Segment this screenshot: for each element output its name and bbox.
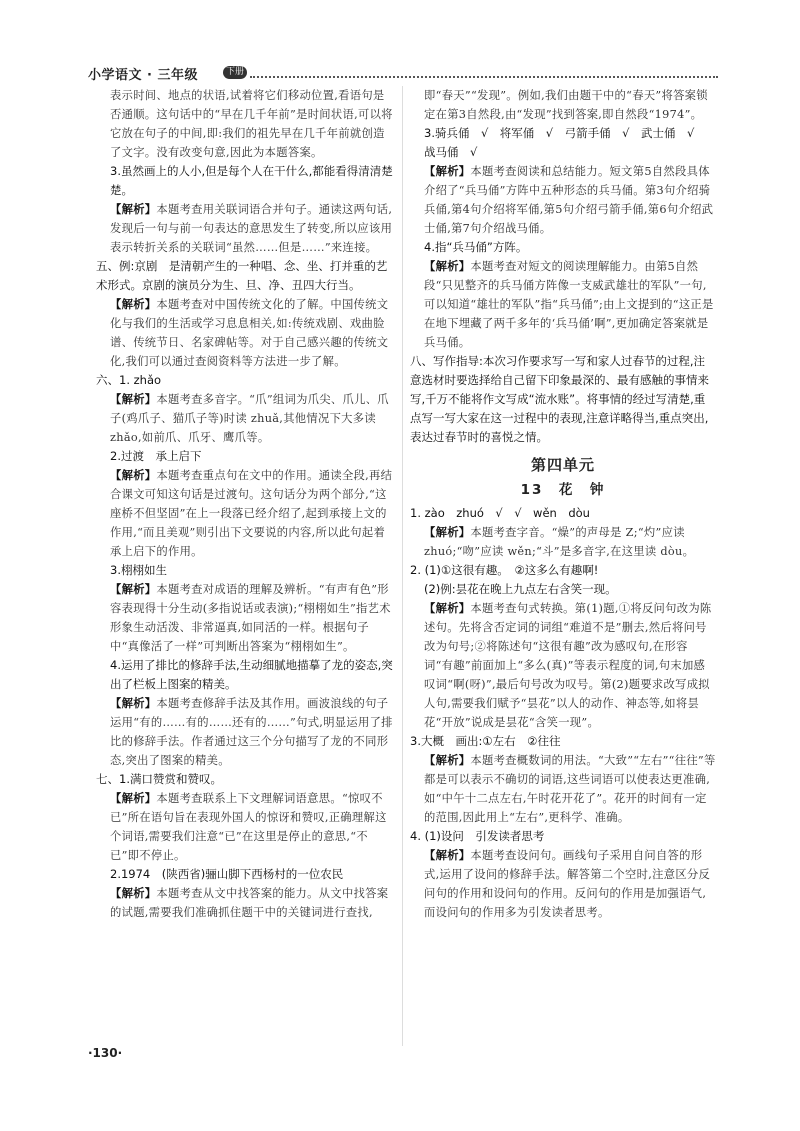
unit-heading — [410, 456, 716, 475]
page-header — [88, 64, 718, 84]
paragraph-text: 第四单元 — [530, 456, 595, 474]
paragraph-text: 七、1.满口赞赏和赞叹。 — [96, 772, 222, 786]
column-divider — [402, 86, 403, 1046]
analysis-label: 【解析】 — [424, 602, 471, 615]
answer-paragraph — [96, 162, 396, 200]
analysis-paragraph — [96, 789, 396, 865]
paragraph-text: 本题考查多音字。“爪”组词为爪尖、爪儿、爪子(鸡爪子、猫爪子等)时读 zhuǎ,其他情况下大多读 zhǎo,如前爪、爪牙、鹰爪等。 — [110, 393, 389, 444]
analysis-label: 【解析】 — [110, 887, 157, 900]
paragraph-text: 1. zào zhuó √ √ wěn dòu — [410, 506, 590, 520]
analysis-label: 【解析】 — [424, 165, 471, 178]
analysis-paragraph — [410, 257, 716, 352]
analysis-label: 【解析】 — [424, 754, 471, 767]
paragraph-text: 本题考查设问句。画线句子采用自问自答的形式,运用了设问的修辞手法。解答第二个空时,注意区分反问句的作用和设问句的作用。反问句的作用是加强语气,而设问句的作用多为引发读者思考。 — [424, 849, 711, 919]
paragraph-text: 3.栩栩如生 — [110, 563, 167, 577]
analysis-label: 【解析】 — [424, 526, 471, 539]
analysis-label: 【解析】 — [424, 260, 471, 273]
paragraph-text: 六、1. zhǎo — [96, 373, 162, 387]
paragraph-text: 本题考查修辞手法及其作用。画波浪线的句子运用“有的……有的……还有的……”句式,明显运用了排比的修辞手法。作者通过这三个分句描写了龙的不同形态,突出了图案的精美。 — [110, 697, 393, 767]
answer-paragraph — [410, 827, 716, 846]
analysis-paragraph — [410, 751, 716, 827]
answer-paragraph — [410, 504, 716, 523]
left-column — [96, 86, 396, 922]
analysis-paragraph — [96, 200, 396, 257]
answer-paragraph — [96, 447, 396, 466]
paragraph-text: 本题考查句式转换。第(1)题,①将反问句改为陈述句。先将含否定词的词组“难道不是”删去,然后将问号改为句号;②将陈述句“这很有趣”改为感叹句,在形容词“有趣”前面加上“多么(真)”等表示程度的词,句末加感叹词“啊(呀)”,最后句号改为叹号。第(2)题要求改写成拟人句,需要我们赋予“昙花”以人的动作、神态等,如将昙花“开放”说成是昙花“含笑一现”。 — [424, 602, 712, 729]
analysis-label: 【解析】 — [110, 393, 157, 406]
paragraph-text: 2.1974 (陕西省)骊山脚下西杨村的一位农民 — [110, 867, 344, 881]
analysis-label: 【解析】 — [110, 792, 157, 805]
paragraph-text: 本题考查字音。“燥”的声母是 Z;“灼”应读 zhuó;“吻”应读 wěn;“斗”是多音字,在这里读 dòu。 — [424, 526, 695, 558]
answer-paragraph — [410, 561, 716, 580]
analysis-paragraph — [96, 580, 396, 656]
answer-paragraph — [96, 656, 396, 694]
page-number: ·130· — [88, 1046, 123, 1060]
analysis-paragraph — [410, 162, 716, 238]
paragraph-text: 本题考查阅读和总结能力。短文第5自然段具体介绍了“兵马俑”方阵中五种形态的兵马俑。第3句介绍骑兵俑,第4句介绍将军俑,第5句介绍弓箭手俑,第6句介绍武士俑,第7句介绍战马俑。 — [424, 165, 714, 235]
paragraph-text: 即“春天”“发现”。例如,我们由题干中的“春天”将答案锁定在第3自然段,由“发现”找到答案,即自然段“1974”。 — [424, 89, 708, 121]
analysis-paragraph — [96, 390, 396, 447]
analysis-label: 【解析】 — [110, 203, 157, 216]
right-column — [410, 86, 716, 922]
paragraph-text: 本题考查对中国传统文化的了解。中国传统文化与我们的生活或学习息息相关,如:传统戏剧、戏曲脸谱、传统节日、名家碑帖等。对于自己感兴趣的传统文化,我们可以通过查阅资料等方法进一步了解。 — [110, 298, 389, 368]
header-dotted-rule — [250, 76, 718, 78]
answer-paragraph — [96, 371, 396, 390]
paragraph-text: 3.骑兵俑 √ 将军俑 √ 弓箭手俑 √ 武士俑 √ 战马俑 √ — [424, 126, 706, 159]
analysis-paragraph — [96, 466, 396, 561]
paragraph-text: 本题考查联系上下文理解词语意思。“惊叹不已”所在语句旨在表现外国人的惊讶和赞叹,正确理解这个词语,需要我们注意“已”在这里是停止的意思,“不已”即不停止。 — [110, 792, 387, 862]
paragraph-text: 八、写作指导:本次习作要求写一写和家人过春节的过程,注意选材时要选择给自己留下印象最深的、最有感触的事情来写,千万不能将作文写成“流水账”。将事情的经过写清楚,重点写一写大家在这一过程中的表现,注意详略得当,重点突出,表达过春节时的喜悦之情。 — [410, 354, 709, 444]
analysis-label: 【解析】 — [110, 469, 157, 482]
answer-paragraph — [96, 257, 396, 295]
paragraph-text: 2.过渡 承上启下 — [110, 449, 202, 463]
analysis-label: 【解析】 — [110, 697, 157, 710]
paragraph-text: 本题考查重点句在文中的作用。通读全段,再结合课文可知这句话是过渡句。这句话分为两个部分,“这座桥不但坚固”在上一段落已经介绍了,起到承接上文的作用,“而且美观”则引出下文要说的内容,所以此句起着承上启下的作用。 — [110, 469, 393, 558]
analysis-label: 【解析】 — [110, 298, 157, 311]
paragraph-text: 本题考查对短文的阅读理解能力。由第5自然段“只见整齐的兵马俑方阵像一支威武雄壮的军队”一句,可以知道“雄壮的军队”指“兵马俑”;由上文提到的“这正是在地下埋藏了两千多年的‘兵马俑’啊”,更加确定答案就是兵马俑。 — [424, 260, 714, 349]
paragraph-text: 4. (1)设问 引发读者思考 — [410, 829, 545, 843]
answer-paragraph — [410, 732, 716, 751]
analysis-paragraph — [410, 846, 716, 922]
analysis-paragraph — [410, 523, 716, 561]
paragraph-text: (2)例:昙花在晚上九点左右含笑一现。 — [424, 582, 617, 596]
paragraph-text: 13 花 钟 — [520, 482, 606, 498]
answer-paragraph — [410, 580, 716, 599]
paragraph-text: 本题考查对成语的理解及辨析。“有声有色”形容表现得十分生动(多指说话或表演);“栩栩如生”指艺术形象生动活泼、非常逼真,如同活的一样。根据句子中“真像活了一样”可判断出答案为“栩栩如生”。 — [110, 583, 391, 653]
analysis-paragraph — [410, 599, 716, 732]
paragraph-text: 4.运用了排比的修辞手法,生动细腻地描摹了龙的姿态,突出了栏板上图案的精美。 — [110, 658, 393, 691]
paragraph-text: 4.指“兵马俑”方阵。 — [424, 240, 528, 254]
analysis-label: 【解析】 — [110, 583, 157, 596]
answer-paragraph — [96, 86, 396, 162]
answer-paragraph — [96, 770, 396, 789]
answer-paragraph — [410, 86, 716, 124]
analysis-paragraph — [96, 694, 396, 770]
answer-paragraph — [96, 865, 396, 884]
paragraph-text: 本题考查用关联词语合并句子。通读这两句话,发现后一句与前一句表达的意思发生了转变,所以应该用表示转折关系的关联词“虽然……但是……”来连接。 — [110, 203, 393, 254]
analysis-paragraph — [96, 295, 396, 371]
paragraph-text: 2. (1)①这很有趣。 ②这多么有趣啊! — [410, 563, 599, 577]
lesson-title — [410, 481, 716, 500]
analysis-label: 【解析】 — [424, 849, 471, 862]
answer-paragraph — [410, 124, 716, 162]
paragraph-text: 本题考查从文中找答案的能力。从文中找答案的试题,需要我们准确抓住题干中的关键词进行查找, — [110, 887, 389, 919]
answer-paragraph — [96, 561, 396, 580]
answer-paragraph — [410, 352, 716, 447]
paragraph-text: 3.虽然画上的人小,但是每个人在干什么,都能看得清清楚楚。 — [110, 164, 393, 197]
paragraph-text: 五、例:京剧 是清朝产生的一种唱、念、坐、打并重的艺术形式。京剧的演员分为生、旦、净、丑四大行当。 — [96, 259, 388, 292]
paragraph-text: 3.大概 画出:①左右 ②往往 — [410, 734, 561, 748]
paragraph-text: 本题考查概数词的用法。“大致”“左右”“往往”等都是可以表示不确切的词语,这些词语可以使表达更准确,如“中午十二点左右,午时花开花了”。花开的时间有一定的范围,因此用上“左右”,更科学、准确。 — [424, 754, 716, 824]
header-title: 小学语文 · 三年级 — [88, 68, 198, 83]
volume-badge: 下册 — [223, 66, 247, 79]
paragraph-text: 表示时间、地点的状语,试着将它们移动位置,看语句是否通顺。这句话中的“早在几千年前”是时间状语,可以将它放在句子的中间,即:我们的祖先早在几千年前就创造了文字。没有改变句意,因此为本题答案。 — [110, 89, 393, 159]
answer-paragraph — [410, 238, 716, 257]
analysis-paragraph — [96, 884, 396, 922]
